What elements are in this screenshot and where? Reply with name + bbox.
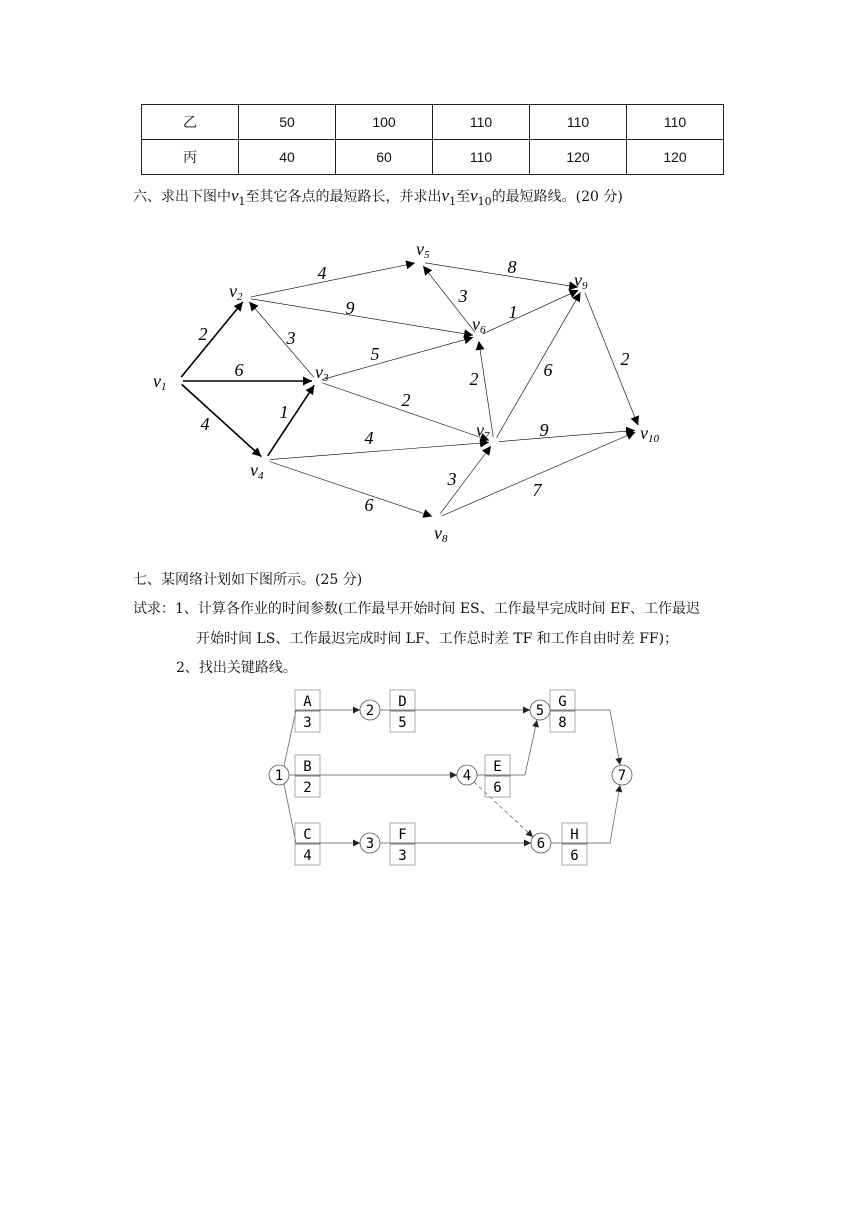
- edge-weight-v3-v6: 5: [370, 344, 380, 364]
- variable-v: v: [231, 186, 239, 205]
- activity-duration: 3: [303, 715, 312, 731]
- edge-weight-v1-v4: 4: [200, 414, 210, 434]
- edge-weight-v6-v9: 1: [508, 302, 518, 322]
- node-label-v9: v9: [574, 270, 588, 292]
- question-7-title: 七、某网络计划如下图所示。(25 分): [133, 572, 363, 588]
- activity-name: D: [398, 694, 407, 710]
- edge-weight-v7-v6: 2: [469, 369, 479, 389]
- activity-duration: 6: [493, 780, 502, 796]
- edge-weight-v7-v10: 9: [539, 420, 549, 440]
- event-node-label: 4: [462, 768, 472, 784]
- activity-box-G: [550, 690, 575, 732]
- activity-duration: 8: [558, 715, 567, 731]
- activity-name: G: [558, 694, 567, 710]
- activity-duration: 6: [570, 848, 579, 864]
- edge-weight-v3-v2: 3: [286, 328, 296, 348]
- edge-weight-v9-v10: 2: [620, 349, 630, 369]
- activity-box-D: [390, 690, 415, 732]
- activity-box-A: [295, 690, 320, 732]
- table-cell: 100: [336, 105, 433, 140]
- activity-name: F: [398, 827, 407, 843]
- subscript: 10: [477, 194, 492, 208]
- event-node-label: 5: [535, 703, 545, 719]
- node-label-v7: v7: [476, 420, 490, 442]
- activity-duration: 3: [398, 848, 407, 864]
- question-7-line-3: 2、找出关键路线。: [176, 660, 297, 676]
- edge-weight-v8-v10: 7: [532, 480, 542, 500]
- event-node-label: 6: [536, 836, 546, 852]
- event-node-6: [531, 833, 551, 853]
- activity-duration: 4: [303, 848, 312, 864]
- node-label-v2: v2: [229, 281, 243, 303]
- event-node-3: [360, 833, 380, 853]
- activity-box-F: [390, 823, 415, 865]
- table-cell: 60: [336, 140, 433, 175]
- table-cell: 110: [433, 140, 530, 175]
- activity-name: C: [303, 827, 312, 843]
- activity-box-E: [485, 755, 510, 797]
- table-cell: 120: [530, 140, 627, 175]
- q6-text-part: 六、求出下图中: [133, 189, 231, 205]
- subscript: 1: [238, 194, 246, 208]
- activity-arrow-C: [284, 784, 360, 843]
- event-node-label: 7: [617, 768, 627, 784]
- q6-text-part: 至其它各点的最短路长，并求出: [245, 189, 442, 205]
- table-cell: 丙: [142, 140, 239, 175]
- subscript: 1: [449, 194, 457, 208]
- activity-name: A: [303, 694, 312, 710]
- table-cell: 50: [239, 105, 336, 140]
- dummy-activity-4-6: [474, 782, 533, 837]
- activity-duration: 2: [303, 780, 312, 796]
- node-label-v8: v8: [434, 523, 448, 545]
- question-7-line-1: 试求：1、计算各作业的时间参数(工作最早开始时间 ES、工作最早完成时间 EF、工作最迟: [133, 601, 701, 617]
- table-cell: 乙: [142, 105, 239, 140]
- event-node-7: [612, 765, 632, 785]
- event-node-label: 2: [365, 703, 375, 719]
- edge-weight-v4-v3: 1: [279, 402, 289, 422]
- node-label-v10: v10: [640, 423, 659, 445]
- edge-weight-v8-v7: 3: [447, 469, 457, 489]
- activity-arrow-H: [551, 785, 620, 843]
- event-node-label: 1: [274, 768, 284, 784]
- edge-weight-v2-v6: 9: [345, 298, 355, 318]
- question-7-line-2: 开始时间 LS、工作最迟完成时间 LF、工作总时差 TF 和工作自由时差 FF)；: [196, 631, 679, 647]
- table-cell: 110: [627, 105, 724, 140]
- node-label-v1: v1: [153, 371, 167, 393]
- event-node-label: 3: [365, 836, 375, 852]
- event-node-1: [269, 765, 289, 785]
- table-cell: 120: [627, 140, 724, 175]
- edge-weight-v5-v9: 8: [507, 257, 517, 277]
- node-label-v3: v3: [315, 362, 329, 384]
- node-label-v4: v4: [250, 460, 264, 482]
- activity-name: B: [303, 759, 312, 775]
- event-node-5: [530, 700, 550, 720]
- edge-weight-v1-v2: 2: [198, 324, 208, 344]
- edge-weight-v7-v9: 6: [543, 360, 553, 380]
- edge-weight-v2-v5: 4: [317, 263, 327, 283]
- table-cell: 110: [433, 105, 530, 140]
- table-cell: 40: [239, 140, 336, 175]
- edge-weight-v6-v5: 3: [458, 286, 468, 306]
- activity-box-B: [295, 755, 320, 797]
- activity-name: H: [570, 827, 579, 843]
- node-label-v5: v5: [416, 239, 430, 261]
- variable-v: v: [470, 186, 478, 205]
- table-cell: 110: [530, 105, 627, 140]
- edge-weight-v4-v8: 6: [364, 495, 374, 515]
- activity-duration: 5: [398, 715, 407, 731]
- edge-weight-v4-v7: 4: [364, 428, 374, 448]
- activity-box-H: [562, 823, 587, 865]
- event-node-2: [360, 700, 380, 720]
- activity-box-C: [295, 823, 320, 865]
- edge-weight-v1-v3: 6: [234, 360, 244, 380]
- variable-v: v: [441, 186, 450, 205]
- activity-name: E: [493, 759, 502, 775]
- edge-weight-v3-v7: 2: [401, 390, 411, 410]
- q6-text-part: 的最短路线。(20 分): [491, 189, 623, 205]
- event-node-4: [457, 765, 477, 785]
- q6-text-part: 至: [456, 189, 471, 205]
- node-label-v6: v6: [472, 314, 486, 336]
- activity-arrow-E: [477, 720, 537, 775]
- activity-arrow-A: [284, 710, 360, 766]
